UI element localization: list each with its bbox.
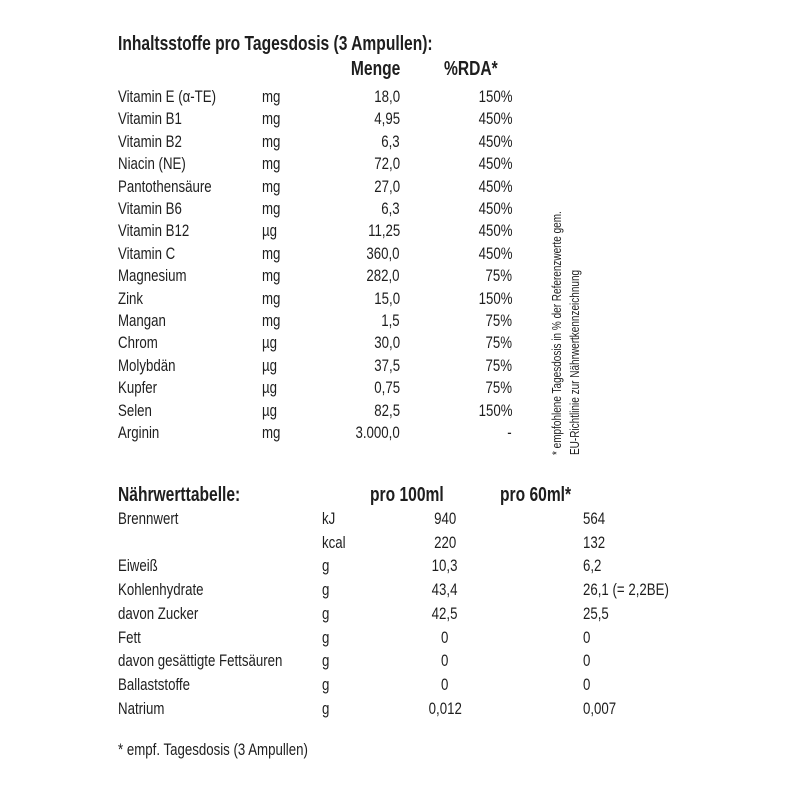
ingredient-amount: 282,0 <box>366 266 400 286</box>
nutrient-per-60ml: 0,007 <box>583 698 617 718</box>
ingredient-row <box>0 155 800 177</box>
ingredient-amount: 27,0 <box>374 176 400 196</box>
ingredient-unit: mg <box>262 109 281 129</box>
ingredient-name: Molybdän <box>118 355 176 375</box>
ingredient-name: Vitamin B6 <box>118 199 182 218</box>
ingredient-unit: µg <box>262 378 278 398</box>
ingredient-name: Zink <box>118 288 144 308</box>
amount-column-header: Menge <box>350 58 400 80</box>
nutrient-per-100ml: 10,3 <box>432 556 458 576</box>
nutrient-per-100ml: 940 <box>433 509 457 528</box>
ingredient-rda: 450% <box>478 176 512 196</box>
nutrient-per-60ml: 132 <box>583 532 606 552</box>
ingredient-rda: 450% <box>478 199 512 218</box>
ingredient-unit: µg <box>262 333 278 353</box>
ingredient-row <box>0 379 800 401</box>
nutrient-unit: g <box>322 651 330 671</box>
ingredient-row <box>0 424 800 446</box>
ingredient-amount: 1,5 <box>381 311 400 330</box>
nutrient-unit: g <box>322 627 330 647</box>
nutrient-per-100ml: 0 <box>441 627 449 647</box>
nutrient-per-100ml: 43,4 <box>432 580 458 600</box>
ingredient-row <box>0 245 800 267</box>
ingredient-row <box>0 290 800 312</box>
ingredient-name: Vitamin C <box>118 243 176 263</box>
nutrient-unit: g <box>322 698 330 718</box>
ingredient-row <box>0 133 800 155</box>
ingredient-row <box>0 200 800 222</box>
nutrient-name: Fett <box>118 627 141 647</box>
ingredient-name: Vitamin B12 <box>118 221 190 241</box>
ingredient-row <box>0 402 800 424</box>
ingredient-row <box>0 267 800 289</box>
rda-column-header: %RDA* <box>444 58 498 80</box>
ingredient-unit: µg <box>262 355 278 375</box>
ingredient-name: Kupfer <box>118 378 158 398</box>
nutrition-row <box>0 557 800 579</box>
ingredient-amount: 72,0 <box>374 154 400 174</box>
nutrition-row <box>0 605 800 627</box>
ingredient-row <box>0 110 800 132</box>
nutrient-name: davon gesättigte Fettsäuren <box>118 651 283 671</box>
ingredient-rda: 450% <box>478 243 512 263</box>
nutrient-per-60ml: 0 <box>583 651 591 671</box>
nutrient-unit: kcal <box>322 532 346 552</box>
nutrient-unit: g <box>322 556 330 576</box>
ingredient-rda: 75% <box>485 355 512 375</box>
ingredient-rda: 75% <box>485 333 512 353</box>
nutrient-name: Eiweiß <box>118 556 158 576</box>
ingredient-amount: 11,25 <box>367 221 400 241</box>
nutrient-name: Natrium <box>118 698 165 718</box>
nutrient-per-100ml: 42,5 <box>432 603 458 623</box>
footnote: * empf. Tagesdosis (3 Ampullen) <box>118 740 308 759</box>
ingredient-unit: mg <box>262 288 281 308</box>
per-60ml-column-header: pro 60ml* <box>500 484 572 506</box>
nutrient-per-100ml: 0 <box>441 651 449 671</box>
ingredient-name: Vitamin E (α-TE) <box>118 87 217 106</box>
ingredient-rda: 450% <box>478 131 512 151</box>
ingredient-rda: - <box>507 423 512 442</box>
nutrient-name: Brennwert <box>118 509 179 528</box>
ingredient-unit: mg <box>262 87 281 106</box>
nutrient-per-60ml: 564 <box>583 509 606 528</box>
ingredient-row <box>0 178 800 200</box>
ingredient-amount: 15,0 <box>374 288 400 308</box>
ingredient-row <box>0 88 800 110</box>
ingredient-rda: 150% <box>478 87 512 106</box>
ingredient-rda: 150% <box>478 400 512 420</box>
nutrient-unit: g <box>322 580 330 600</box>
nutrient-per-60ml: 26,1 (= 2,2BE) <box>583 580 669 600</box>
ingredients-title: Inhaltsstoffe pro Tagesdosis (3 Ampullen): <box>118 33 433 55</box>
ingredient-row <box>0 357 800 379</box>
nutrient-per-100ml: 220 <box>433 532 457 552</box>
ingredient-unit: mg <box>262 423 281 442</box>
nutrition-title: Nährwerttabelle: <box>118 484 241 506</box>
nutrient-per-60ml: 6,2 <box>583 556 602 576</box>
ingredient-unit: mg <box>262 154 281 174</box>
ingredient-unit: mg <box>262 199 281 218</box>
ingredient-amount: 82,5 <box>374 400 400 420</box>
ingredient-amount: 3.000,0 <box>355 423 400 442</box>
ingredient-unit: mg <box>262 131 281 151</box>
ingredient-row <box>0 312 800 334</box>
nutrient-unit: g <box>322 603 330 623</box>
ingredient-unit: µg <box>262 221 278 241</box>
rda-side-note: * empfohlene Tagesdosis in % der Referenzwerte gem. EU-Richtlinie zur Nährwertkennzeichnung <box>550 211 582 455</box>
ingredient-name: Arginin <box>118 423 160 442</box>
nutrition-row <box>0 534 800 556</box>
ingredient-name: Chrom <box>118 333 158 353</box>
nutrition-row <box>0 581 800 603</box>
ingredient-rda: 450% <box>478 221 512 241</box>
ingredient-unit: mg <box>262 243 281 263</box>
ingredient-unit: mg <box>262 176 281 196</box>
ingredient-name: Selen <box>118 400 152 420</box>
nutrient-per-60ml: 25,5 <box>583 603 609 623</box>
nutrient-name: davon Zucker <box>118 603 199 623</box>
ingredient-name: Niacin (NE) <box>118 154 186 174</box>
ingredient-amount: 4,95 <box>374 109 400 129</box>
nutrient-per-60ml: 0 <box>583 627 591 647</box>
ingredient-amount: 6,3 <box>381 131 400 151</box>
ingredient-rda: 450% <box>478 109 512 129</box>
ingredient-row <box>0 334 800 356</box>
ingredient-amount: 6,3 <box>381 199 400 218</box>
ingredient-amount: 30,0 <box>374 333 400 353</box>
nutrient-name: Ballaststoffe <box>118 674 190 694</box>
per-100ml-column-header: pro 100ml <box>370 484 444 506</box>
nutrition-row <box>0 700 800 722</box>
nutrient-name: Kohlenhydrate <box>118 580 204 600</box>
ingredient-name: Pantothensäure <box>118 176 212 196</box>
nutrient-per-100ml: 0 <box>441 674 449 694</box>
ingredient-name: Mangan <box>118 311 166 330</box>
nutrient-unit: kJ <box>322 509 336 528</box>
ingredient-unit: µg <box>262 400 278 420</box>
ingredient-rda: 75% <box>485 266 512 286</box>
nutrient-unit: g <box>322 674 330 694</box>
ingredient-amount: 0,75 <box>374 378 400 398</box>
nutrient-per-60ml: 0 <box>583 674 591 694</box>
ingredient-rda: 450% <box>478 154 512 174</box>
ingredient-amount: 18,0 <box>374 87 400 106</box>
nutrition-row <box>0 629 800 651</box>
ingredient-unit: mg <box>262 266 281 286</box>
ingredient-rda: 150% <box>478 288 512 308</box>
ingredient-amount: 37,5 <box>374 355 400 375</box>
ingredient-name: Magnesium <box>118 266 187 286</box>
nutrition-row <box>0 676 800 698</box>
nutrition-row <box>0 510 800 532</box>
nutrient-per-100ml: 0,012 <box>428 698 462 718</box>
ingredient-amount: 360,0 <box>366 243 400 263</box>
ingredient-rda: 75% <box>485 378 512 398</box>
ingredient-unit: mg <box>262 311 281 330</box>
ingredient-name: Vitamin B1 <box>118 109 182 129</box>
nutrition-row <box>0 652 800 674</box>
ingredient-rda: 75% <box>485 311 512 330</box>
ingredient-row <box>0 222 800 244</box>
ingredient-name: Vitamin B2 <box>118 131 182 151</box>
